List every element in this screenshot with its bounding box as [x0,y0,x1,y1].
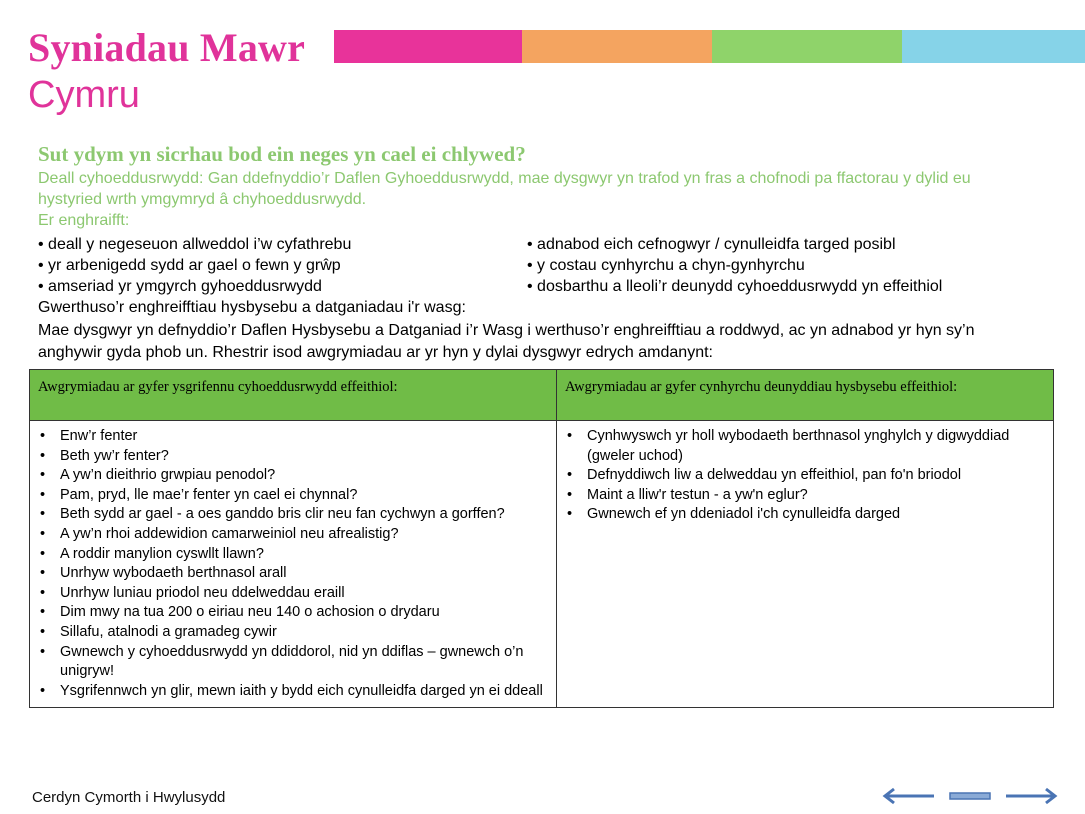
stripe-blue [902,30,1085,63]
advertising-tips-list [565,427,1047,525]
example-list-left [38,234,351,297]
list-item: • Defnyddiwch liw a delweddau yn effeithiol, pan fo'n briodol [587,466,1047,486]
list-item: • Beth yw’r fenter? [60,447,550,467]
table-header-advertising: Awgrymiadau ar gyfer cynhyrchu deunyddiau hysbysebu effeithiol: [557,370,1054,421]
list-item: • y costau cynhyrchu a chyn-gynhyrchu [527,257,805,274]
intro-text: Deall cyhoeddusrwydd: Gan ddefnyddio’r Daflen Gyhoeddusrwydd, mae dysgwyr yn trafod yn fras a chofnodi pa ffactorau y dylid eu hystyried wrth ymgymryd â chyhoeddusrwydd. [38,170,971,208]
brand-subtitle: Cymru [28,74,140,116]
brand-title: Syniadau Mawr [28,25,306,70]
table-cell-advertising-tips [557,421,1054,708]
footer-label: Cerdyn Cymorth i Hwylusydd [32,789,226,806]
evaluation-heading: Gwerthuso’r enghreifftiau hysbysebu a datganiadau i'r wasg: [38,299,466,316]
list-item: • Maint a lliw'r testun - a yw'n eglur? [587,486,1047,506]
list-item: • Sillafu, atalnodi a gramadeg cywir [60,623,550,643]
list-item: • Unrhyw wybodaeth berthnasol arall [60,564,550,584]
table-cell-writing-tips [30,421,557,708]
arrow-right-icon[interactable] [1002,786,1060,806]
writing-tips-list [38,427,550,701]
list-item: • Dim mwy na tua 200 o eiriau neu 140 o achosion o drydaru [60,603,550,623]
table-header-row [30,370,1054,421]
stripe-green [712,30,902,63]
list-item: • Ysgrifennwch yn glir, mewn iaith y bydd eich cynulleidfa darged yn ei ddeall [60,682,550,702]
list-item: • yr arbenigedd sydd ar gael o fewn y grŵp [38,257,341,274]
table-header-writing: Awgrymiadau ar gyfer ysgrifennu cyhoeddusrwydd effeithiol: [30,370,557,421]
example-list-right [527,234,942,297]
list-item: • dosbarthu a lleoli’r deunydd cyhoeddusrwydd yn effeithiol [527,278,943,295]
list-item: • Gwnewch ef yn ddeniadol i'ch cynulleidfa darged [587,505,1047,525]
section-heading: Sut ydym yn sicrhau bod ein neges yn cael ei chlywed? [38,142,526,166]
list-item: • amseriad yr ymgyrch gyhoeddusrwydd [38,278,322,295]
tips-table [29,369,1054,708]
arrow-left-icon[interactable] [880,786,938,806]
list-item: • adnabod eich cefnogwyr / cynulleidfa targed posibl [527,236,896,253]
list-item: • Cynhwyswch yr holl wybodaeth berthnasol ynghylch y digwyddiad (gweler uchod) [587,427,1047,466]
list-item: • A yw’n rhoi addewidion camarweiniol neu afrealistig? [60,525,550,545]
list-item: • Unrhyw luniau priodol neu ddelweddau eraill [60,584,550,604]
list-item: • Pam, pryd, lle mae’r fenter yn cael ei chynnal? [60,486,550,506]
list-item: • deall y negeseuon allweddol i’w cyfathrebu [38,236,352,253]
stripe-pink [334,30,522,63]
list-item: • Gwnewch y cyhoeddusrwydd yn ddiddorol, nid yn ddiflas – gwnewch o’n unigryw! [60,643,550,682]
table-row [30,421,1054,708]
list-item: • Beth sydd ar gael - a oes ganddo bris clir neu fan cychwyn a gorffen? [60,505,550,525]
menu-bar-icon[interactable] [948,786,992,806]
stripe-orange [522,30,712,63]
list-item: • A roddir manylion cyswllt llawn? [60,545,550,565]
list-item: • A yw’n dieithrio grwpiau penodol? [60,466,550,486]
evaluation-body: Mae dysgwyr yn defnyddio’r Daflen Hysbysebu a Datganiad i’r Wasg i werthuso’r enghreifftiau a roddwyd, ac yn adnabod yr hyn sy’n anghywir gyda phob un. Rhestrir isod awgrymiadau ar yr hyn y dylai dysgwyr edrych amdanynt: [38,322,975,361]
list-item: • Enw’r fenter [60,427,550,447]
example-label: Er enghraifft: [38,212,130,229]
